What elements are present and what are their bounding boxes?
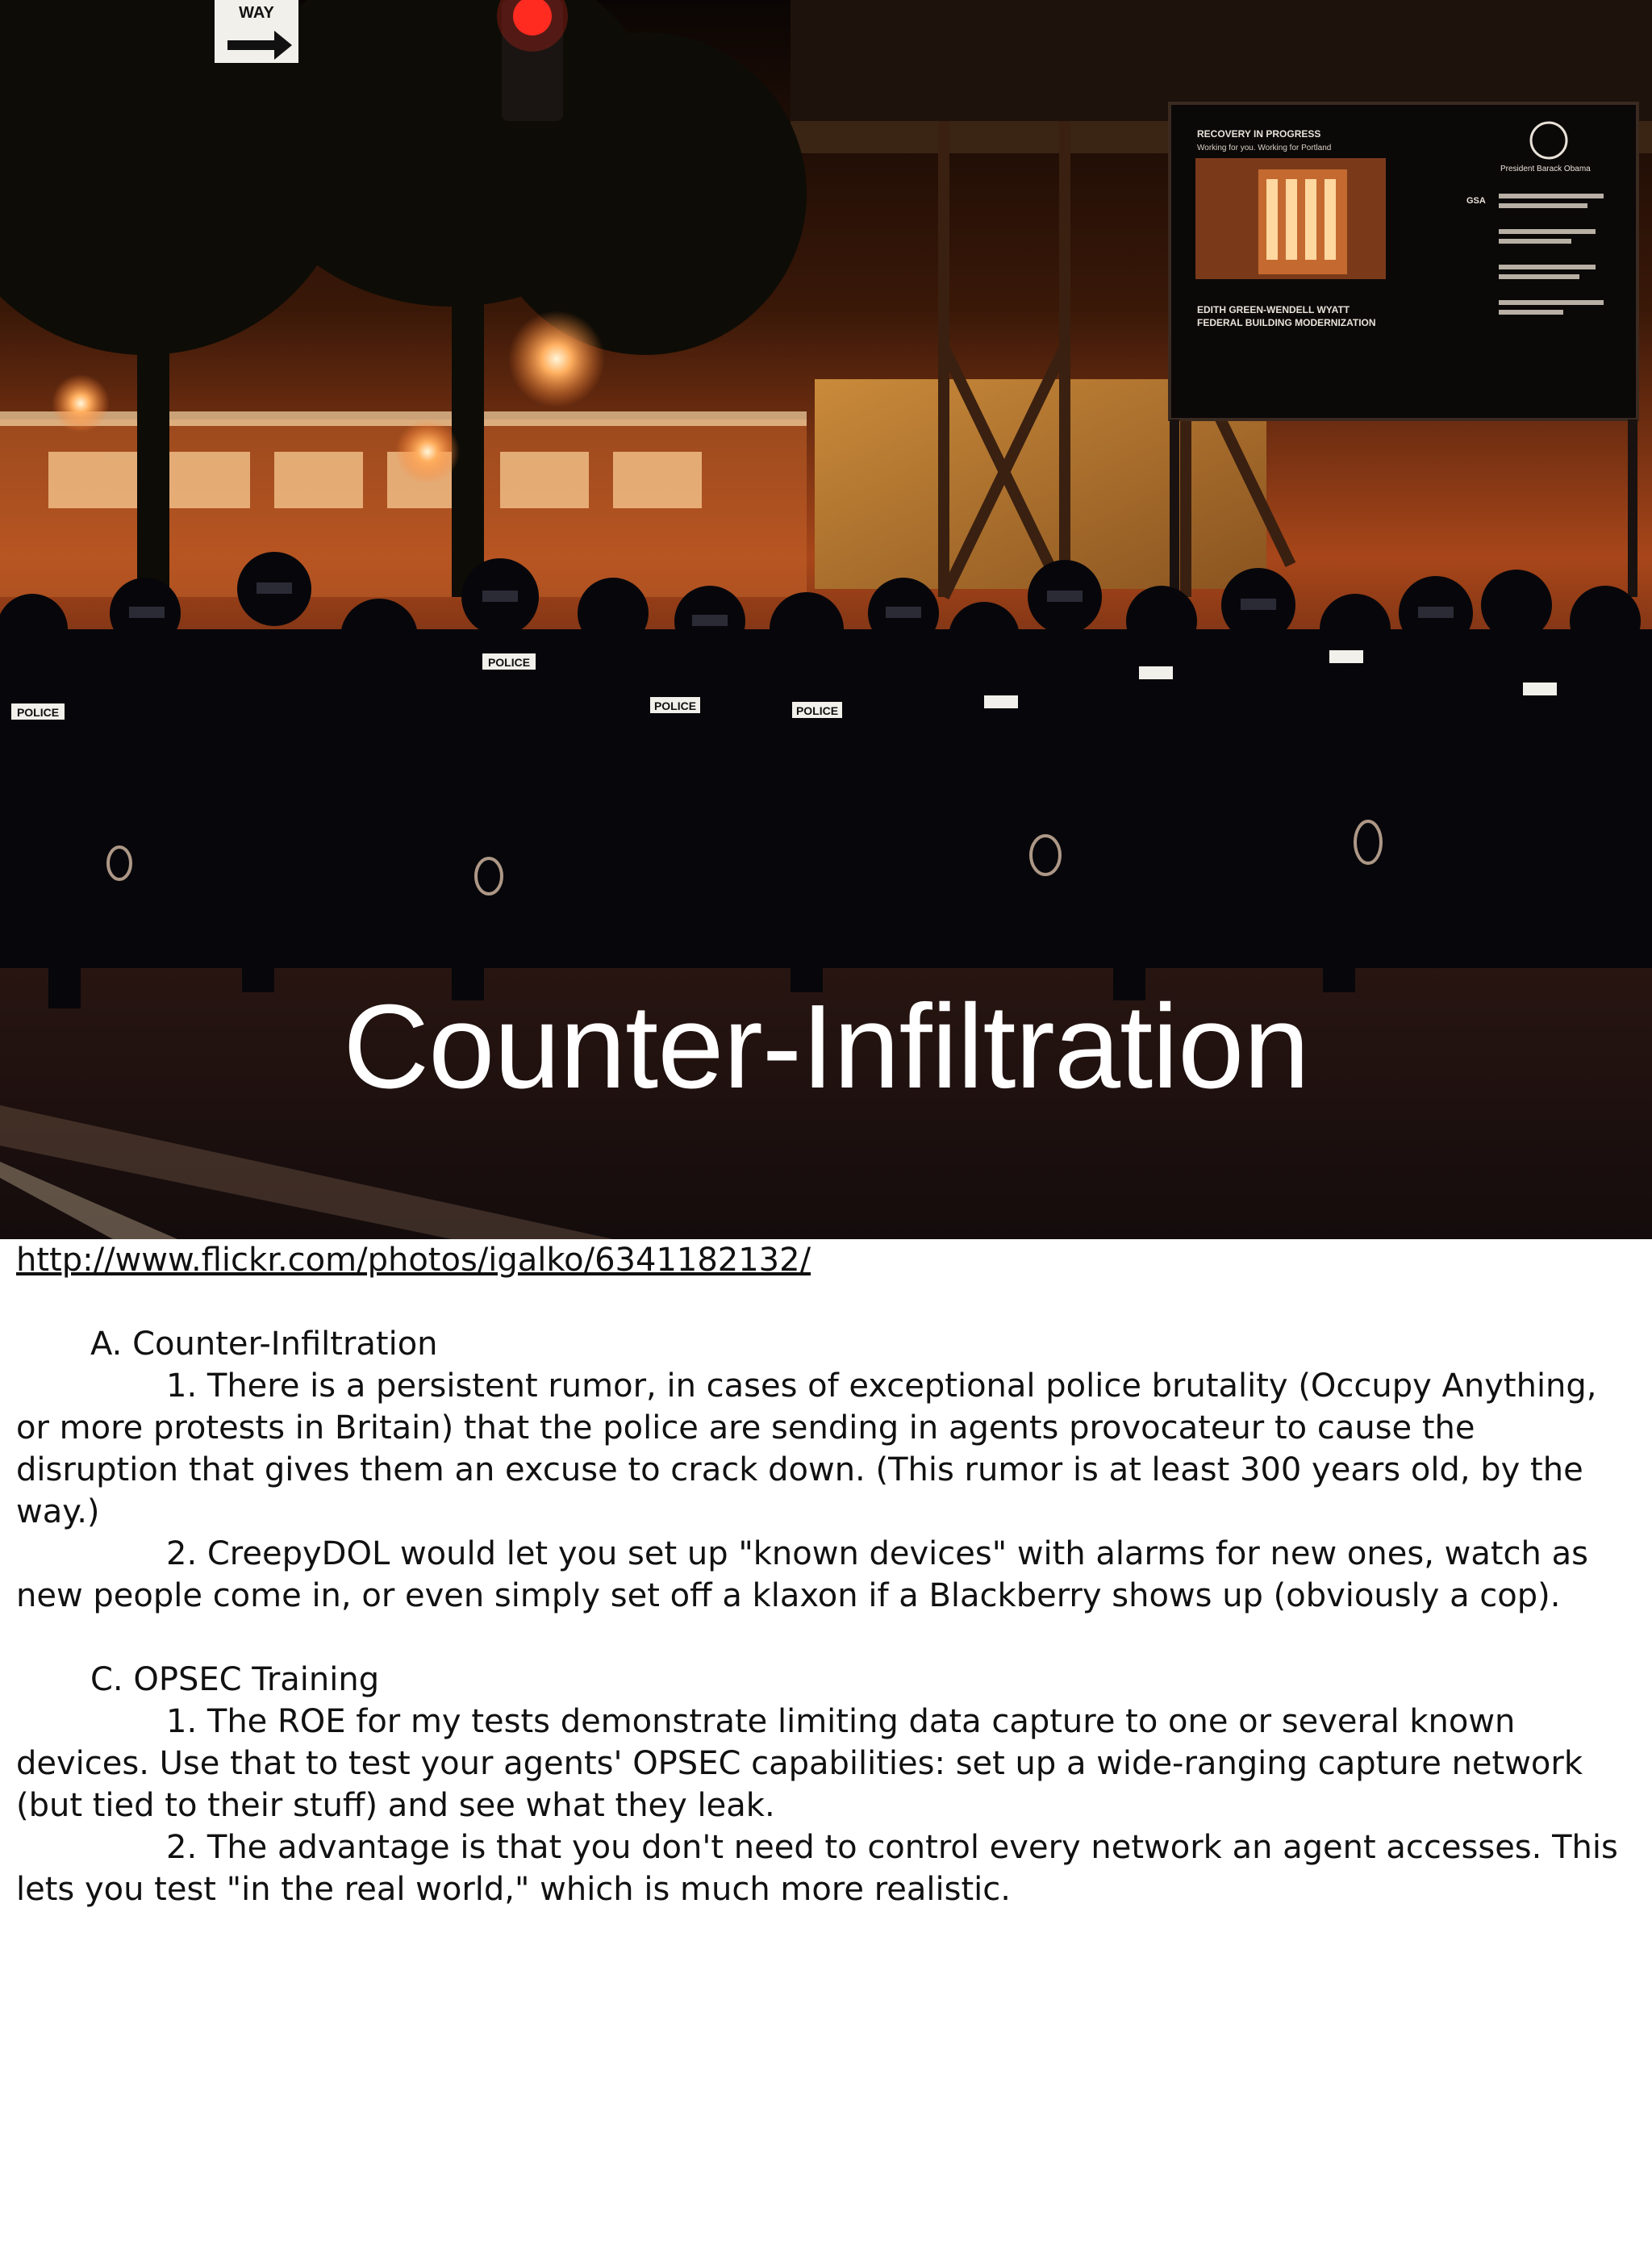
- section-heading: A. Counter-Infiltration: [90, 1325, 438, 1363]
- svg-text:GSA: GSA: [1466, 196, 1486, 206]
- svg-text:FEDERAL BUILDING MODERNIZATION: FEDERAL BUILDING MODERNIZATION: [1197, 317, 1376, 328]
- speaker-notes: [16, 1239, 1636, 1910]
- svg-text:POLICE: POLICE: [16, 706, 60, 719]
- note-item: 2. CreepyDOL would let you set up "known devices" with alarms for new ones, watch as new people come in, or even simply set off a klaxon if a Blackberry shows up (obviously a cop).: [16, 1535, 1599, 1614]
- svg-text:POLICE: POLICE: [487, 656, 531, 669]
- svg-text:POLICE: POLICE: [795, 704, 839, 717]
- svg-text:EDITH GREEN-WENDELL WYATT: EDITH GREEN-WENDELL WYATT: [1197, 304, 1350, 315]
- svg-text:Working for you. Working for P: Working for you. Working for Portland: [1197, 144, 1332, 152]
- note-item: 1. There is a persistent rumor, in cases of exceptional police brutality (Occupy Anything, or more protests in Britain) that the police are sending in agents provocateur to cause the disruption that gives them an excuse to crack down. (This rumor is at least 300 years old, by the way.): [16, 1367, 1608, 1530]
- section-heading: C. OPSEC Training: [90, 1661, 380, 1698]
- svg-text:President Barack Obama: President Barack Obama: [1500, 165, 1591, 173]
- street-lamp-glow: [508, 311, 605, 407]
- note-item: 1. The ROE for my tests demonstrate limiting data capture to one or several known devices. Use that to test your agents' OPSEC capabilities: set up a wide-ranging capture network (but tied to their stuff) and see what they leak.: [16, 1703, 1593, 1824]
- slide-title: Counter-Infiltration: [343, 980, 1309, 1113]
- one-way-sign: [215, 0, 298, 63]
- traffic-light: [497, 0, 568, 121]
- svg-text:WAY: WAY: [239, 4, 274, 22]
- svg-text:RECOVERY IN PROGRESS: RECOVERY IN PROGRESS: [1197, 128, 1321, 140]
- svg-text:POLICE: POLICE: [653, 699, 697, 712]
- note-item: 2. The advantage is that you don't need to control every network an agent accesses. This lets you test "in the real world," which is much more realistic.: [16, 1829, 1629, 1908]
- photo-source-link[interactable]: http://www.flickr.com/photos/igalko/6341182132/: [16, 1242, 811, 1279]
